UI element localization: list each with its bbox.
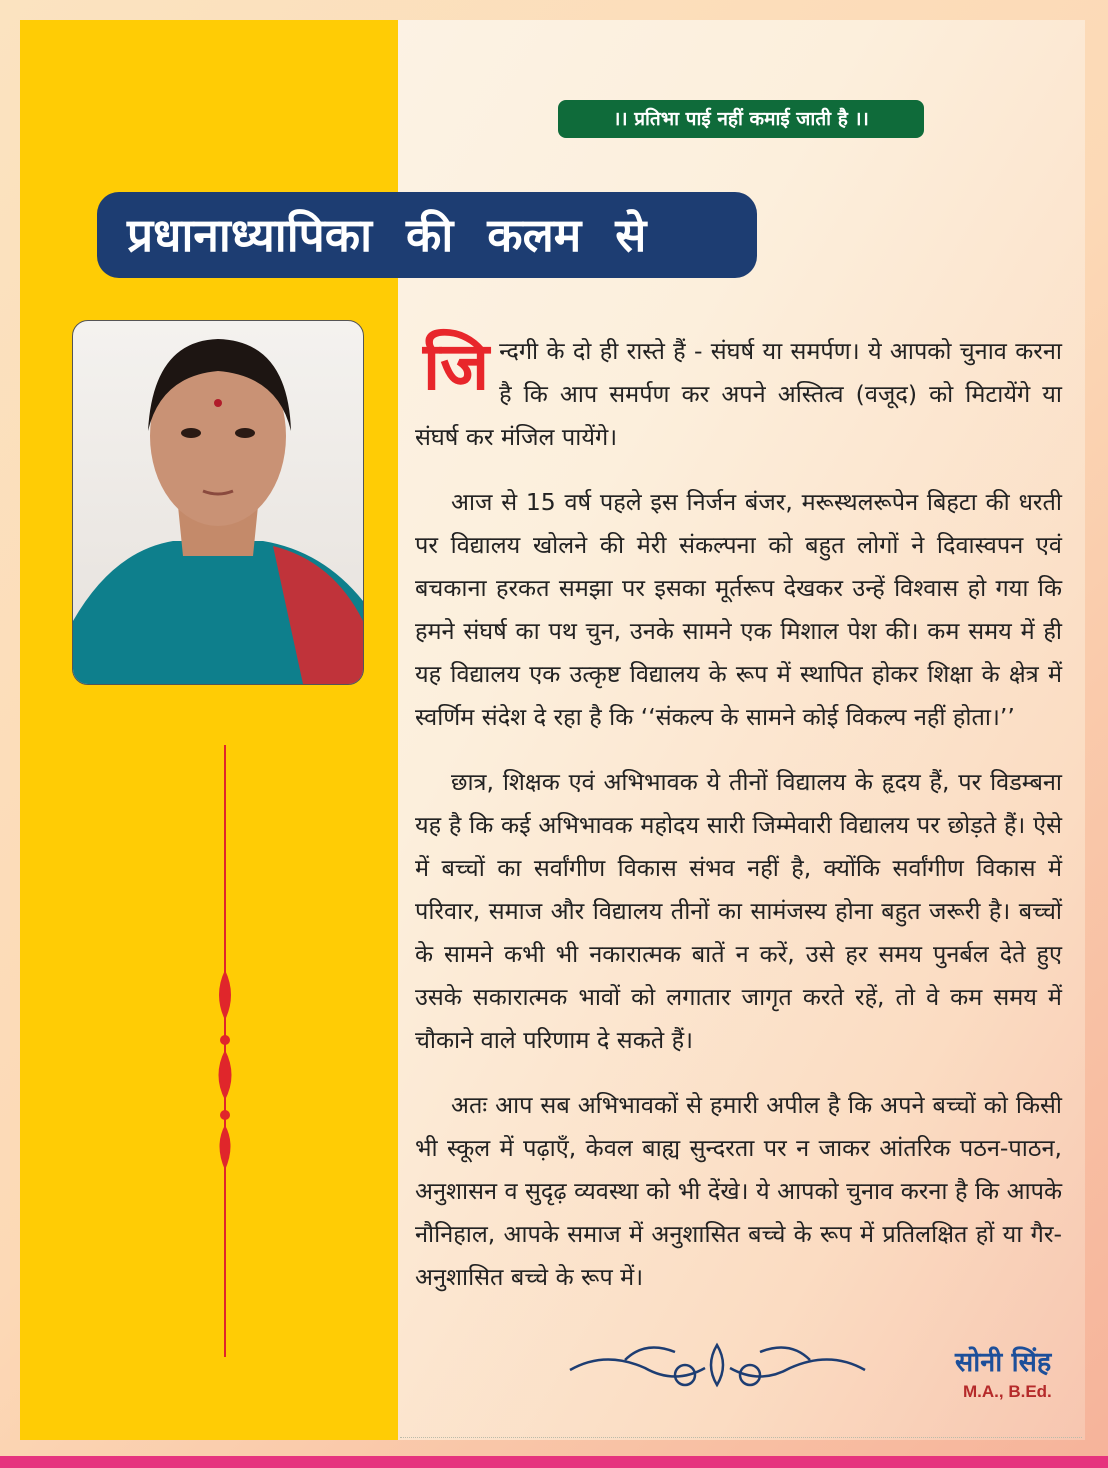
article-paragraph: छात्र, शिक्षक एवं अभिभावक ये तीनों विद्यालय के हृदय हैं, पर विडम्बना यह है कि कई अभिभावक महोदय सारी जिम्मेवारी विद्यालय पर छोड़ते हैं। ऐसे में बच्चों का सर्वांगीण विकास संभव नहीं है, क्योंकि सर्वांगीण विकास में परिवार, समाज और विद्यालय तीनों का सामंजस्य होना बहुत जरूरी है। बच्चों के सामने कभी भी नकारात्मक बातें न करें, उसे हर समय पुनर्बल देते हुए उसके सकारात्मक भावों को लगातार जागृत करते रहें, तो वे कम समय में चौकाने वाले परिणाम दे सकते हैं।	[415, 768, 1062, 1054]
flourish-ornament	[565, 1340, 870, 1395]
motto-tag: ।। प्रतिभा पाई नहीं कमाई जाती है ।।	[558, 100, 924, 138]
red-ornament-divider	[210, 745, 240, 1357]
article-body	[415, 330, 1062, 1321]
bottom-divider	[400, 1437, 1082, 1438]
page-title: प्रधानाध्यापिका की कलम से	[97, 192, 757, 278]
drop-cap: जि	[423, 328, 490, 405]
signature-qualification: M.A., B.Ed.	[963, 1382, 1052, 1401]
article-paragraph: अतः आप सब अभिभावकों से हमारी अपील है कि अपने बच्चों को किसी भी स्कूल में पढ़ाएँ, केवल बाह्य सुन्दरता पर न जाकर आंतरिक पठन-पाठन, अनुशासन व सुदृढ़ व्यवस्था को भी देंखे। ये आपको चुनाव करना है कि आपके नौनिहाल, आपके समाज में अनुशासित बच्चे के रूप में प्रतिलक्षित हों या गैर-अनुशासित बच्चे के रूप में।	[415, 1091, 1062, 1291]
signature-name: सोनी सिंह	[955, 1347, 1052, 1378]
paragraph-text: न्दगी के दो ही रास्ते हैं - संघर्ष या समर्पण। ये आपको चुनाव करना है कि आप समर्पण कर अपने अस्तित्व (वजूद) को मिटायेंगे या संघर्ष कर मंजिल पायेंगे।	[415, 337, 1062, 451]
article-paragraph	[415, 330, 1062, 459]
portrait-image	[73, 321, 363, 684]
bottom-strip	[0, 1456, 1108, 1468]
article-paragraph: आज से 15 वर्ष पहले इस निर्जन बंजर, मरूस्थलरूपेन बिहटा की धरती पर विद्यालय खोलने की मेरी संकल्पना को बहुत लोगों ने दिवास्वपन एवं बचकाना हरकत समझा पर इसका मूर्तरूप देखकर उन्हें विश्वास हो गया कि हमने संघर्ष का पथ चुन, उनके सामने एक मिशाल पेश की। कम समय में ही यह विद्यालय एक उत्कृष्ट विद्यालय के रूप में स्थापित होकर शिक्षा के क्षेत्र में स्वर्णिम संदेश दे रहा है कि ‘‘संकल्प के सामने कोई विकल्प नहीं होता।’’	[415, 488, 1062, 731]
principal-photo	[72, 320, 364, 685]
